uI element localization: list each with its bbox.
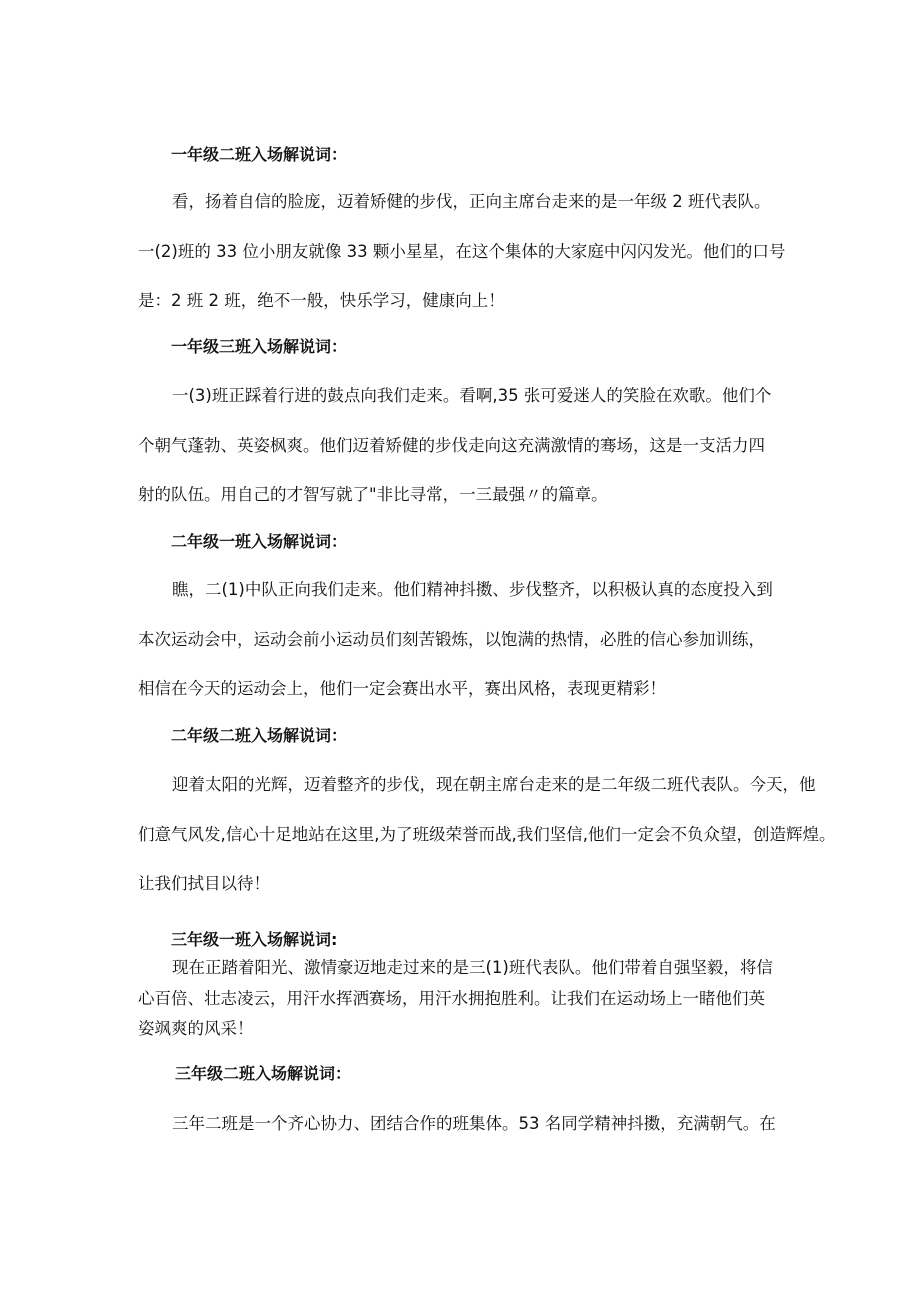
section-heading-grade3-class2: 三年级二班入场解说词：	[175, 1064, 352, 1083]
section-heading-grade3-class1: 三年级一班入场解说词:	[171, 930, 338, 949]
paragraph-line: 瞧，二(1)中队正向我们走来。他们精神抖擞、步伐整齐，以积极认真的态度投入到	[172, 580, 773, 599]
section-heading-grade2-class2: 二年级二班入场解说词：	[171, 726, 348, 745]
paragraph-line: 是：2 班 2 班，绝不一般，快乐学习，健康向上！	[138, 291, 505, 310]
paragraph-line: 一(3)班正踩着行进的鼓点向我们走来。看啊,35 张可爱迷人的笑脸在欢歌。他们个	[172, 386, 772, 405]
paragraph-line: 一(2)班的 33 位小朋友就像 33 颗小星星，在这个集体的大家庭中闪闪发光。他们的口号	[138, 242, 786, 261]
section-heading-grade2-class1: 二年级一班入场解说词：	[171, 532, 348, 551]
paragraph-line: 看，扬着自信的脸庞，迈着矫健的步伐，正向主席台走来的是一年级 2 班代表队。	[172, 192, 771, 211]
paragraph-line: 心百倍、壮志凌云，用汗水挥洒赛场，用汗水拥抱胜利。让我们在运动场上一睹他们英	[138, 989, 765, 1008]
paragraph-line: 姿飒爽的风采！	[138, 1019, 254, 1038]
paragraph-line: 相信在今天的运动会上，他们一定会赛出水平，赛出风格，表现更精彩！	[138, 679, 666, 698]
paragraph-line: 迎着太阳的光辉，迈着整齐的步伐，现在朝主席台走来的是二年级二班代表队。今天，他	[172, 775, 816, 794]
paragraph-line: 三年二班是一个齐心协力、团结合作的班集体。53 名同学精神抖擞，充满朝气。在	[172, 1114, 776, 1133]
paragraph-line: 让我们拭目以待！	[138, 874, 270, 893]
paragraph-line: 本次运动会中，运动会前小运动员们刻苦锻炼，以饱满的热情，必胜的信心参加训练，	[138, 630, 765, 649]
section-heading-grade1-class2: 一年级二班入场解说词：	[171, 145, 348, 164]
paragraph-line: 个朝气蓬勃、英姿枫爽。他们迈着矫健的步伐走向这充满激情的骞场，这是一支活力四	[138, 436, 765, 455]
paragraph-line: 们意气风发,信心十足地站在这里,为了班级荣誉而战,我们坚信,他们一定会不负众望，创造辉煌。	[138, 825, 836, 844]
section-heading-grade1-class3: 一年级三班入场解说词：	[171, 337, 348, 356]
paragraph-line: 现在正踏着阳光、激情豪迈地走过来的是三(1)班代表队。他们带着自强坚毅，将信	[172, 958, 773, 977]
paragraph-line: 射的队伍。用自己的才智写就了"非比寻常，一三最强〃的篇章。	[138, 485, 608, 504]
